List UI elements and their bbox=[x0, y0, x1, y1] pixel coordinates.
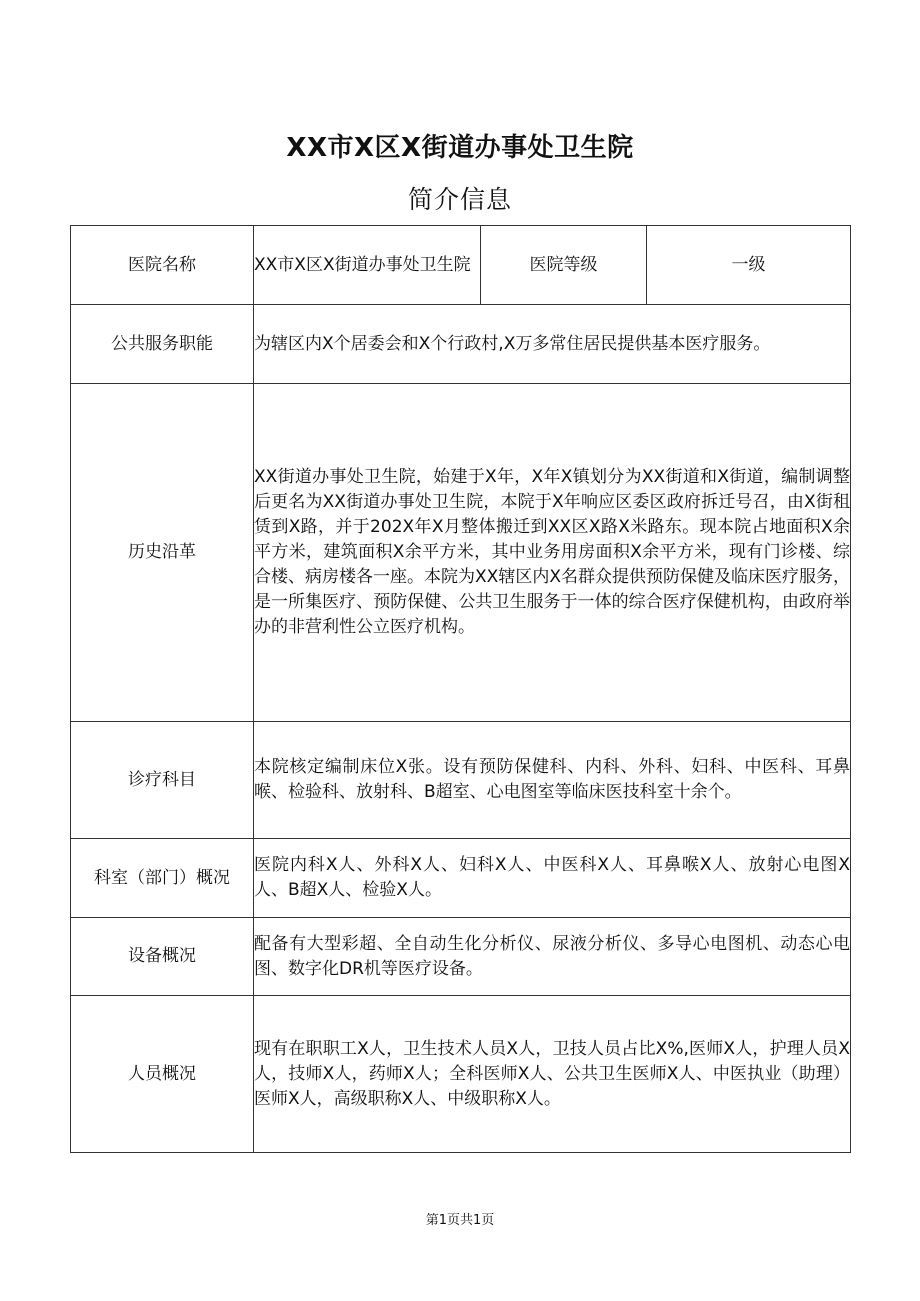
table-row-history bbox=[71, 384, 851, 722]
equipment-value: 配备有大型彩超、全自动生化分析仪、尿液分析仪、多导心电图机、动态心电图、数字化DR机等医疗设备。 bbox=[254, 918, 851, 996]
hospital-info-table bbox=[70, 225, 851, 1153]
hospital-grade-label: 医院等级 bbox=[481, 226, 647, 305]
dept-overview-label: 科室（部门）概况 bbox=[71, 839, 254, 918]
table-row-name bbox=[71, 226, 851, 305]
departments-value: 本院核定编制床位X张。设有预防保健科、内科、外科、妇科、中医科、耳鼻喉、检验科、放射科、B超室、心电图室等临床医技科室十余个。 bbox=[254, 722, 851, 839]
hospital-name-label: 医院名称 bbox=[71, 226, 254, 305]
table-row-staff bbox=[71, 996, 851, 1153]
public-service-value: 为辖区内X个居委会和X个行政村,X万多常住居民提供基本医疗服务。 bbox=[254, 305, 851, 384]
hospital-name-value: XX市X区X街道办事处卫生院 bbox=[254, 226, 481, 305]
departments-label: 诊疗科目 bbox=[71, 722, 254, 839]
table-row-equipment bbox=[71, 918, 851, 996]
document-title: XX市X区X街道办事处卫生院 bbox=[286, 133, 634, 163]
equipment-label: 设备概况 bbox=[71, 918, 254, 996]
dept-overview-value: 医院内科X人、外科X人、妇科X人、中医科X人、耳鼻喉X人、放射心电图X人、B超X人、检验X人。 bbox=[254, 839, 851, 918]
staff-value: 现有在职职工X人，卫生技术人员X人，卫技人员占比X%,医师X人，护理人员X人，技师X人，药师X人；全科医师X人、公共卫生医师X人、中医执业（助理）医师X人，高级职称X人、中级职称X人。 bbox=[254, 996, 851, 1153]
history-value: XX街道办事处卫生院，始建于X年，X年X镇划分为XX街道和X街道，编制调整后更名为XX街道办事处卫生院，本院于X年响应区委区政府拆迁号召，由X街租赁到X路，并于202X年X月整体搬迁到XX区X路X米路东。现本院占地面积X余平方米，建筑面积X余平方米，其中业务用房面积X余平方米，现有门诊楼、综合楼、病房楼各一座。本院为XX辖区内X名群众提供预防保健及临床医疗服务，是一所集医疗、预防保健、公共卫生服务于一体的综合医疗保健机构，由政府举办的非营利性公立医疗机构。 bbox=[254, 384, 851, 722]
document-subtitle: 简介信息 bbox=[407, 185, 512, 214]
page-number: 第1页共1页 bbox=[425, 1213, 495, 1228]
public-service-label: 公共服务职能 bbox=[71, 305, 254, 384]
history-label: 历史沿革 bbox=[71, 384, 254, 722]
table-row-departments bbox=[71, 722, 851, 839]
hospital-grade-value: 一级 bbox=[647, 226, 851, 305]
table-row-function bbox=[71, 305, 851, 384]
staff-label: 人员概况 bbox=[71, 996, 254, 1153]
table-row-dept-overview bbox=[71, 839, 851, 918]
